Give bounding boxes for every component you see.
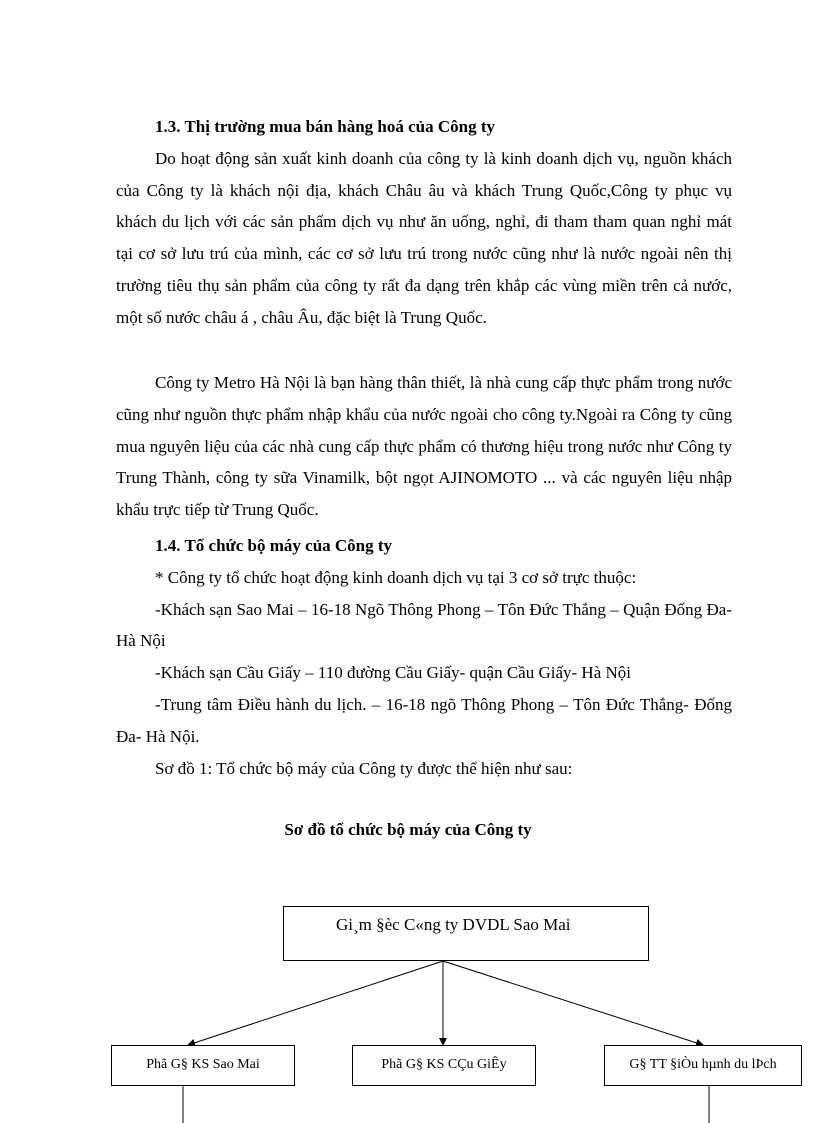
org-box-deputy-cau-giay: Phã G§ KS CÇu GiÊy bbox=[352, 1045, 536, 1086]
facilities-intro: * Công ty tổ chức hoạt động kinh doanh dịch vụ tại 3 cơ sở trực thuộc: bbox=[155, 567, 637, 587]
connector-to-right bbox=[443, 961, 703, 1045]
facility-cau-giay: -Khách sạn Cầu Giấy – 110 đường Cầu Giấy- quận Cầu Giấy- Hà Nội bbox=[155, 663, 631, 683]
facility-travel-center: -Trung tâm Điều hành du lịch. – 16-18 ngõ Thông Phong – Tôn Đức Thắng- Đống Đa- Hà Nội. bbox=[116, 694, 732, 746]
org-box-deputy-sao-mai: Phã G§ KS Sao Mai bbox=[111, 1045, 295, 1086]
section-heading-1-4: 1.4. Tổ chức bộ máy của Công ty bbox=[155, 536, 393, 555]
paragraph-suppliers: Công ty Metro Hà Nội là bạn hàng thân thiết, là nhà cung cấp thực phẩm trong nước cũng như nguồn thực phẩm nhập khẩu của nước ngoài cho công ty.Ngoài ra Công ty cũng mua nguyên liệu của các nhà cung cấp thực phẩm có thương hiệu trong nước như Công ty Trung Thành, công ty sữa Vinamilk, bột ngọt AJINOMOTO ... và các nguyên liệu nhập khẩu trực tiếp từ Trung Quốc. bbox=[116, 373, 732, 520]
diagram-caption: Sơ đồ 1: Tổ chức bộ máy của Công ty được thể hiện như sau: bbox=[155, 758, 573, 778]
connector-to-left bbox=[188, 961, 443, 1045]
org-box-director: Gi¸m §èc C«ng ty DVDL Sao Mai bbox=[283, 906, 649, 961]
facility-sao-mai: -Khách sạn Sao Mai – 16-18 Ngõ Thông Phong – Tôn Đức Thắng – Quận Đống Đa- Hà Nội bbox=[116, 599, 732, 651]
paragraph-market-overview: Do hoạt động sản xuất kinh doanh của công ty là kinh doanh dịch vụ, nguồn khách của Công ty là khách nội địa, khách Châu âu và khách Trung Quốc,Công ty phục vụ khách du lịch với các sản phẩm dịch vụ như ăn uống, nghỉ, đi tham tham quan nghỉ mát tại cơ sở lưu trú của mình, các cơ sở lưu trú trong nước cũng như là nước ngoài nên thị trường tiêu thụ sản phẩm của công ty rất đa dạng trên khắp các vùng miền trên cả nước, một số nước châu á , châu Âu, đặc biệt là Trung Quốc. bbox=[116, 148, 732, 327]
section-heading-1-3: 1.3. Thị trường mua bán hàng hoá của Công ty bbox=[155, 117, 496, 136]
org-chart-title: Sơ đồ tổ chức bộ máy của Công ty bbox=[284, 820, 532, 839]
org-box-travel-center: G§ TT §iÒu hµnh du lÞch bbox=[604, 1045, 802, 1086]
